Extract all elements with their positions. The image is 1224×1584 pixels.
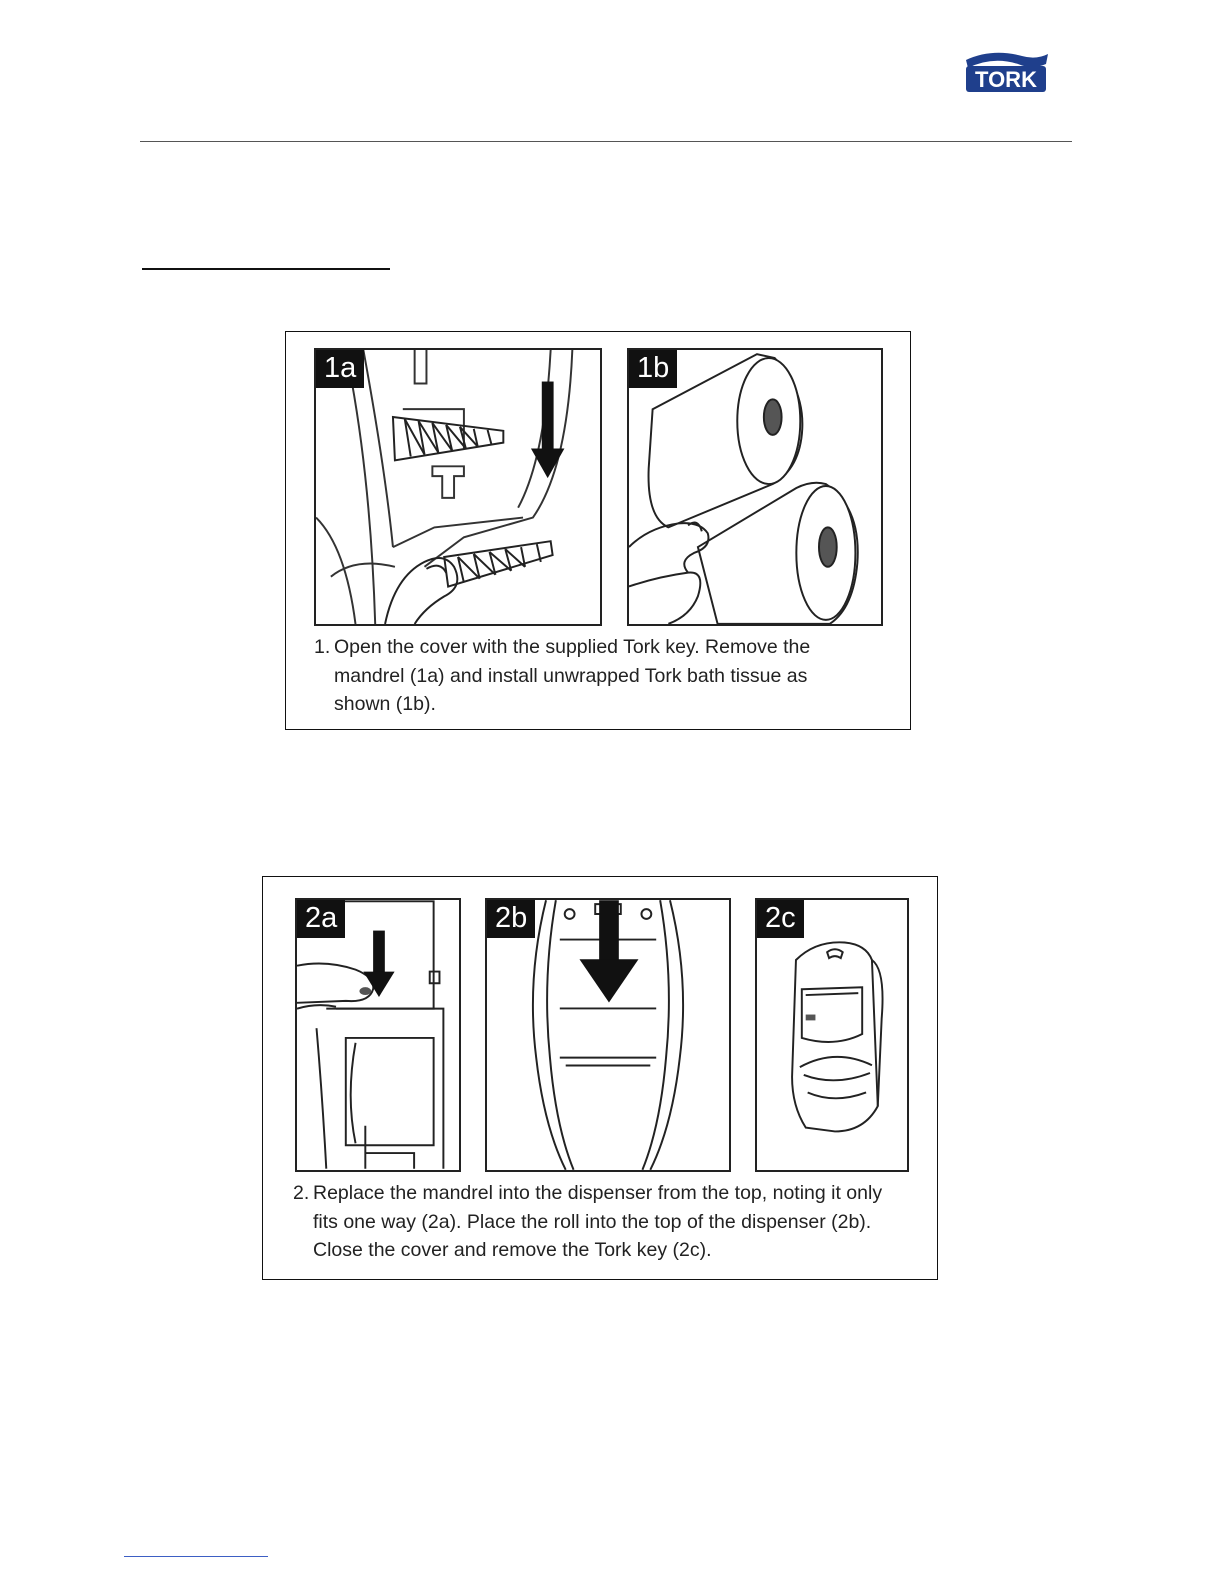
- panel-tag: 2c: [757, 900, 804, 938]
- panel-2c: [755, 898, 909, 1172]
- footer-link-underline[interactable]: [124, 1556, 268, 1557]
- caption-line: Replace the mandrel into the dispenser from the top, noting it only: [313, 1182, 883, 1204]
- panel-2a: [295, 898, 461, 1172]
- panel-2b: [485, 898, 731, 1172]
- panel-tag: 2a: [297, 900, 345, 938]
- caption-line: fits one way (2a). Place the roll into the top of the dispenser (2b).: [313, 1210, 872, 1233]
- tork-logo: [962, 50, 1050, 96]
- panel-tag: 1b: [629, 350, 677, 388]
- panel-1b: [627, 348, 883, 626]
- logo-text: TORK: [975, 67, 1037, 92]
- step-2-caption: [293, 1179, 882, 1265]
- caption-line: Close the cover and remove the Tork key (2c).: [313, 1239, 712, 1261]
- panel-1a: [314, 348, 602, 626]
- panel-tag: 1a: [316, 350, 364, 388]
- caption-line: shown (1b).: [334, 693, 436, 715]
- instruction-figure-2: [262, 876, 938, 1280]
- roll-load-illustration: [487, 900, 729, 1170]
- step-number: 1.: [314, 636, 331, 658]
- panel-tag: 2b: [487, 900, 535, 938]
- caption-line: Open the cover with the supplied Tork key. Remove the: [334, 636, 811, 658]
- tissue-rolls-illustration: [629, 350, 881, 624]
- section-heading-underline: [142, 268, 390, 270]
- instruction-figure-1: [285, 331, 911, 730]
- step-1-caption: [314, 633, 810, 719]
- mandrel-removal-illustration: [316, 350, 600, 624]
- closed-dispenser-illustration: [757, 900, 907, 1170]
- step-number: 2.: [293, 1182, 310, 1204]
- header-divider: [140, 141, 1072, 142]
- caption-line: mandrel (1a) and install unwrapped Tork bath tissue as: [334, 664, 808, 687]
- mandrel-insert-illustration: [297, 900, 459, 1170]
